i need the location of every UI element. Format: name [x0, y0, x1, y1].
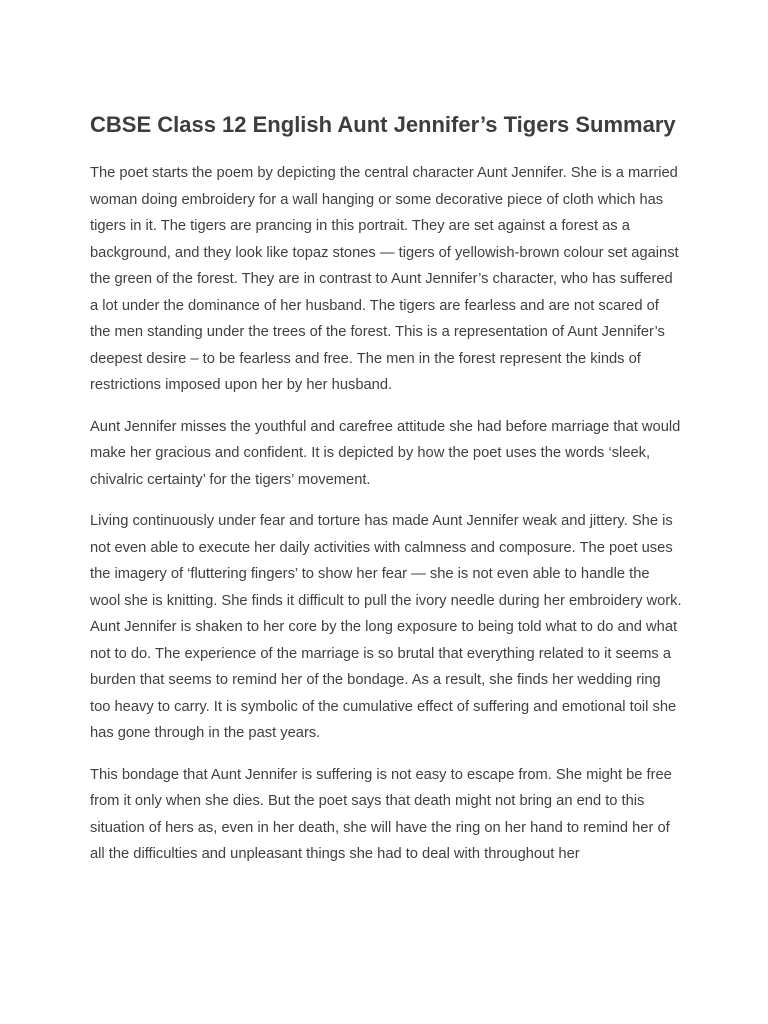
page-title: CBSE Class 12 English Aunt Jennifer’s Tigers Summary: [90, 112, 676, 137]
paragraph-intro: The poet starts the poem by depicting the central character Aunt Jennifer. She is a married woman doing embroidery for a wall hanging or some decorative piece of cloth which has tigers in it. The tigers are prancing in this portrait. They are set against a forest as a background, and they look like topaz stones — tigers of yellowish-brown colour set against the green of the forest. They are in contrast to Aunt Jennifer’s character, who has suffered a lot under the dominance of her husband. The tigers are fearless and are not scared of the men standing under the trees of the forest. This is a representation of Aunt Jennifer’s deepest desire – to be fearless and free. The men in the forest represent the kinds of restrictions imposed upon her by her husband.: [90, 165, 679, 393]
paragraph-fear: Living continuously under fear and torture has made Aunt Jennifer weak and jittery. She is not even able to execute her daily activities with calmness and composure. The poet uses the imagery of ‘fluttering fingers’ to show her fear — she is not even able to handle the wool she is knitting. She finds it difficult to pull the ivory needle during her embroidery work. Aunt Jennifer is shaken to her core by the long exposure to being told what to do and what not to do. The experience of the marriage is so brutal that everything related to it seems a burden that seems to remind her of the bondage. As a result, she finds her wedding ring too heavy to carry. It is symbolic of the cumulative effect of suffering and emotional toil she has gone through in the past years.: [90, 513, 682, 741]
paragraph-youth: Aunt Jennifer misses the youthful and carefree attitude she had before marriage that would make her gracious and confident. It is depicted by how the poet uses the words ‘sleek, chivalric certainty’ for the tigers’ movement.: [90, 418, 681, 488]
document-page: [90, 0, 682, 868]
paragraph-bondage: This bondage that Aunt Jennifer is suffering is not easy to escape from. She might be free from it only when she dies. But the poet says that death might not bring an end to this situation of hers as, even in her death, she will have the ring on her hand to remind her of all the difficulties and unpleasant things she had to deal with throughout her: [90, 766, 672, 862]
